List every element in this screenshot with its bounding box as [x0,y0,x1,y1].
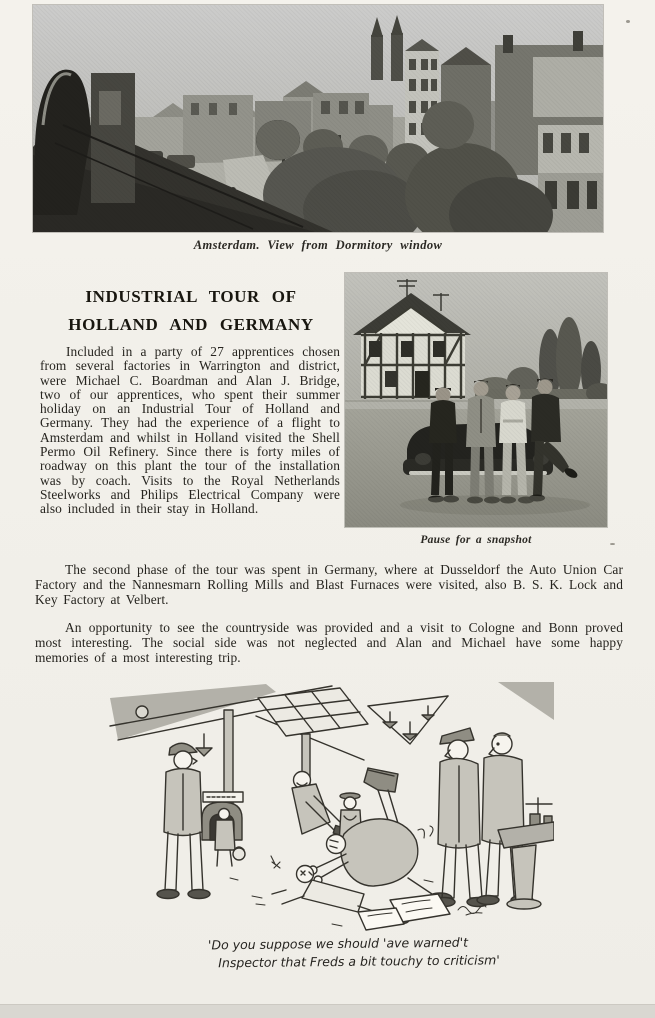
cartoon-illustration [106,682,554,934]
article-title-line2: HOLLAND AND GERMANY [68,315,314,334]
article-paragraph-1: Included in a party of 27 apprentices chosen from several factories in Warrington and district, were Michael C. Boardman and Alan J. Bridge, two of our apprentices, who spent their summer holiday on an Industrial Tour of Holland and Germany. They had the experience of a flight to Amsterdam and whilst in Holland visited the Shell Permo Oil Refinery. Since there is forty miles of roadway on this plant the tour of the installation was by coach. Visits to the Royal Netherlands Steelworks and Philips Electrical Company were also included in their stay in Holland. [40,344,340,517]
foreman-figure [157,743,210,898]
snapshot-photo-caption: Pause for a snapshot [420,534,532,546]
snapshot-photo-illustration [345,273,607,527]
cartoon-caption-line1: 'Do you suppose we should 'ave warned't [207,934,469,953]
snapshot-photo [345,273,607,527]
article-paragraph-2: The second phase of the tour was spent in Germany, where at Dusseldorf the Auto Union Car Factory and the Nannesmarn Rolling Mills and Blast Furnaces were visited, also B. S. K. Lock and Key Factory at Velbert. [35,562,623,608]
artist-signature [458,906,486,915]
cartoon-caption-line2: Inspector that Freds a bit touchy to criticism' [218,952,500,971]
scan-speck [610,543,615,545]
onlooker-with-cap-figure [433,728,489,907]
article-paragraph-3: An opportunity to see the countryside was provided and a visit to Cologne and Bonn proved most interesting. The social side was not neglected and Alan and Michael have some happy memories of a most interesting trip. [35,620,623,666]
page-bottom-edge [0,1004,655,1018]
scan-speck [626,20,630,23]
article-title-line1: INDUSTRIAL TOUR OF [85,287,297,306]
ground-shadow [400,495,590,515]
article-title [42,283,340,339]
workshop-cartoon [106,682,554,934]
amsterdam-photo [33,5,603,232]
amsterdam-photo-caption: Amsterdam. View from Dormitory window [193,238,443,252]
amsterdam-photo-illustration [33,5,603,232]
